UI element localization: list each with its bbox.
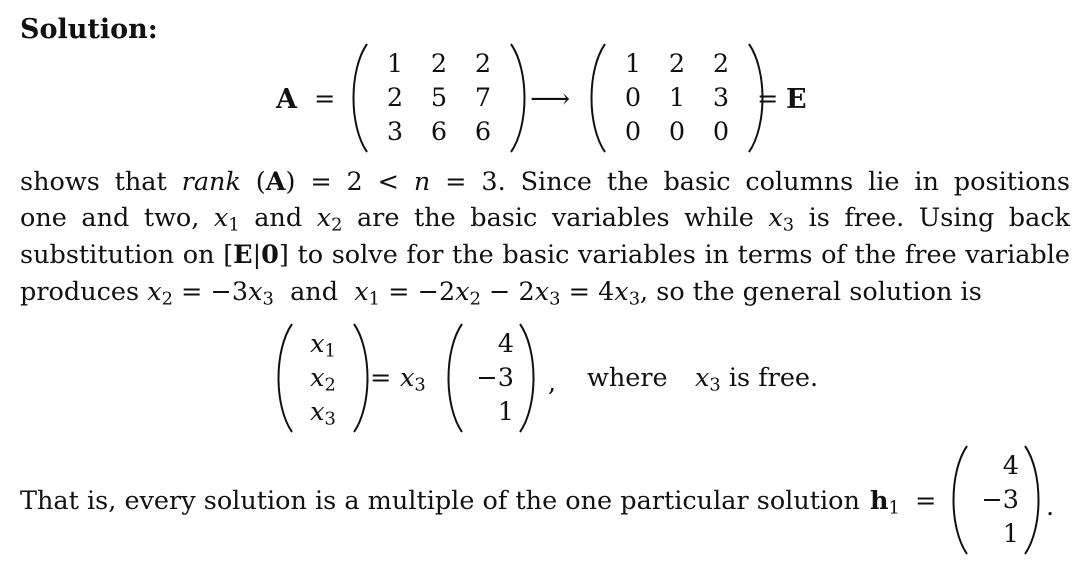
equals-sign: = xyxy=(757,84,779,114)
paragraph-line-1: shows that rank (A) = 2 < n = 3. Since the basic columns lie in positions xyxy=(20,167,1070,197)
right-paren xyxy=(514,322,542,434)
period: . xyxy=(1046,492,1055,522)
matrix-cell: 2 xyxy=(386,83,404,113)
matrix-cell: 2 xyxy=(712,49,730,79)
matrix-cell: 2 xyxy=(430,49,448,79)
solution-vector-cells xyxy=(468,329,514,427)
variable-cell: $x_1$ xyxy=(310,329,336,362)
matrix-cell: 1 xyxy=(497,397,514,427)
matrix-cell: 4 xyxy=(497,329,514,359)
matrix-cell: 0 xyxy=(624,117,642,147)
particular-solution-vector xyxy=(945,444,1047,556)
equals-sign: = xyxy=(314,84,336,114)
matrix-cell: 3 xyxy=(386,117,404,147)
equals-sign: = xyxy=(915,486,937,516)
paragraph-line-2: one and two, $x_1$ and $x_2$ are the basic variables while $x_3$ is free. Using back xyxy=(20,203,1071,236)
matrix-cell: 3 xyxy=(712,83,730,113)
matrix-cell: 2 xyxy=(474,49,492,79)
matrix-A-cells xyxy=(373,49,505,147)
matrix-cell: −3 xyxy=(476,363,514,393)
solution-heading: Solution: xyxy=(20,14,158,45)
h1-label: $h_1$ xyxy=(870,486,900,519)
right-paren xyxy=(505,42,533,154)
matrix-E-cells xyxy=(611,49,743,147)
coefficient-x3: $x_3$ xyxy=(400,363,426,396)
variable-vector-cells xyxy=(298,329,348,430)
arrow: ⟶ xyxy=(530,82,571,115)
matrix-cell: 4 xyxy=(1002,451,1019,481)
variable-cell: $x_2$ xyxy=(310,363,336,396)
variable-cell: $x_3$ xyxy=(310,397,336,430)
variable-vector xyxy=(270,322,376,434)
matrix-E-label: E xyxy=(786,84,807,115)
matrix-cell: 6 xyxy=(430,117,448,147)
paragraph-line-4: produces $x_2 = -3x_3$ and $x_1 = -2x_2 - 2x_3 = 4x_3$, so the general solution is xyxy=(20,277,982,310)
matrix-cell: −3 xyxy=(981,485,1019,515)
equals-sign: = xyxy=(370,363,392,393)
paragraph-line-3: substitution on [E|0] to solve for the basic variables in terms of the free variable xyxy=(20,240,1071,270)
matrix-cell: 0 xyxy=(712,117,730,147)
matrix-cell: 1 xyxy=(668,83,686,113)
matrix-cell: 1 xyxy=(386,49,404,79)
matrix-cell: 1 xyxy=(1002,519,1019,549)
left-paren xyxy=(440,322,468,434)
matrix-A-label: A xyxy=(276,84,297,115)
right-paren xyxy=(1019,444,1047,556)
solution-vector xyxy=(440,322,542,434)
closing-sentence: That is, every solution is a multiple of the one particular solution xyxy=(20,486,860,516)
matrix-A xyxy=(345,42,533,154)
matrix-cell: 0 xyxy=(624,83,642,113)
left-paren xyxy=(583,42,611,154)
where-text: where xyxy=(587,363,668,393)
matrix-cell: 2 xyxy=(668,49,686,79)
left-paren xyxy=(270,322,298,434)
matrix-cell: 7 xyxy=(474,83,492,113)
matrix-cell: 0 xyxy=(668,117,686,147)
left-paren xyxy=(945,444,973,556)
free-variable-text: $x_3$ is free. xyxy=(695,363,819,396)
comma: , xyxy=(548,368,557,398)
particular-solution-cells xyxy=(973,451,1019,549)
matrix-cell: 6 xyxy=(474,117,492,147)
matrix-cell: 5 xyxy=(430,83,448,113)
matrix-E xyxy=(583,42,771,154)
left-paren xyxy=(345,42,373,154)
matrix-cell: 1 xyxy=(624,49,642,79)
